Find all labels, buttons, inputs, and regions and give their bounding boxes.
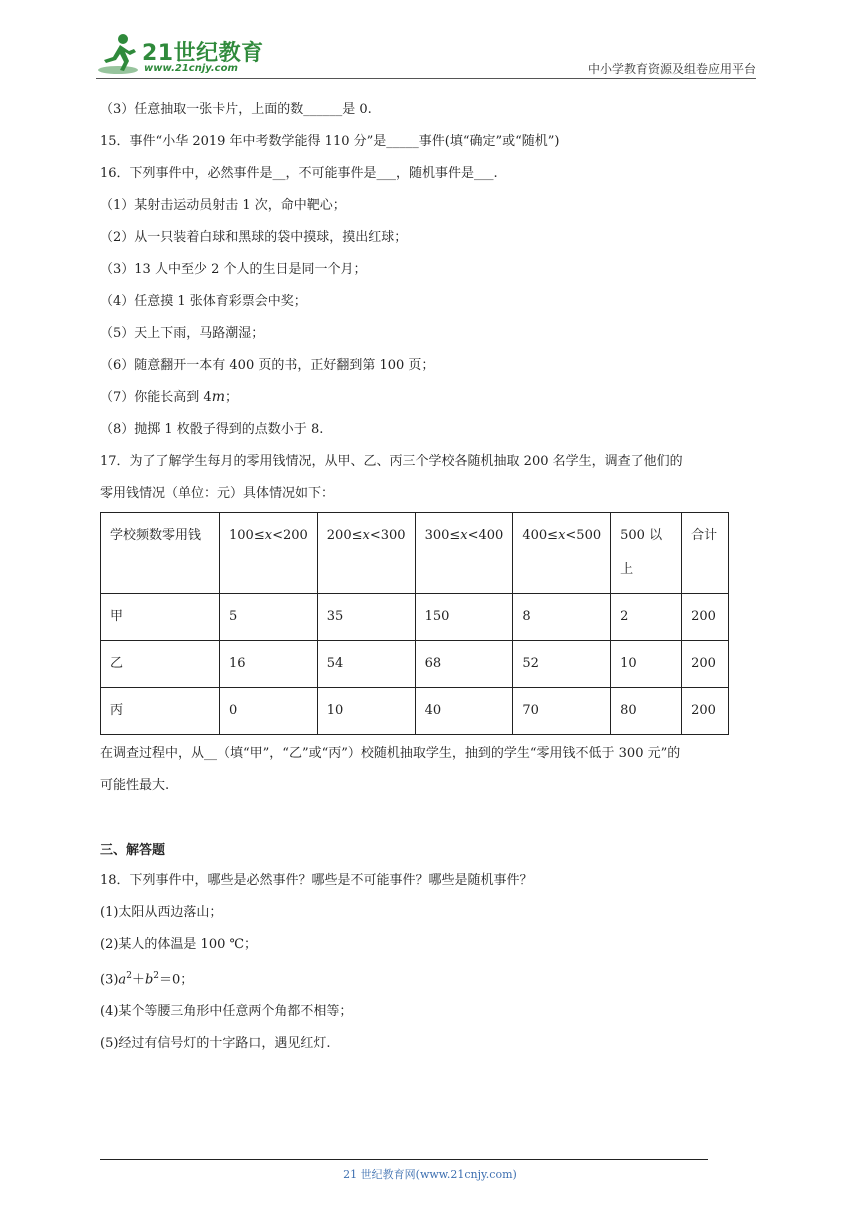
table-cell: 54 [317,641,415,688]
table-header-cell: 500 以上 [611,513,682,594]
table-cell: 丙 [101,688,220,735]
range-upper: <500 [565,528,602,543]
section-heading: 三、解答题 [100,843,166,858]
table-cell: 200 [682,688,729,735]
frequency-table [100,512,729,735]
var-a: a [118,972,127,988]
q16-item: （3）13 人中至少 2 个人的生日是同一个月； [100,262,367,277]
q17-after2: 可能性最大. [100,778,170,793]
logo-text: 21世纪教育 [142,41,264,66]
q18-item: (1)太阳从西边落山； [100,905,223,920]
q18-item3-prefix: (3) [100,972,119,988]
var-b: b [144,972,154,988]
table-header-cell [317,513,415,594]
q14-item3: （3）任意抽取一张卡片，上面的数______是 0. [100,102,372,117]
q16-item7-prefix: （7）你能长高到 4 [100,390,212,405]
q16-stem: 16．下列事件中，必然事件是__，不可能事件是___，随机事件是___. [100,166,498,181]
table-cell: 80 [611,688,682,735]
range-lower: 400≤ [522,528,559,543]
table-cell: 乙 [101,641,220,688]
table-header-cell [220,513,318,594]
exponent: 2 [153,971,159,981]
logo-url: www.21cnjy.com [144,63,238,74]
range-upper: <200 [272,528,308,543]
table-header-cell [415,513,513,594]
table-row [101,594,729,641]
q16-item: （5）天上下雨，马路潮湿； [100,326,265,341]
table-cell: 52 [513,641,611,688]
range-lower: 200≤ [326,528,363,543]
table-row [101,641,729,688]
header-divider [96,78,756,79]
table-cell: 10 [611,641,682,688]
table-cell: 2 [611,594,682,641]
plus-sign: ＋ [131,972,145,988]
q16-item7-suffix: ； [224,390,238,405]
footer-text: 21 世纪教育网(www.21cnjy.com) [343,1168,517,1181]
table-cell: 16 [220,641,318,688]
table-cell: 68 [415,641,513,688]
footer-divider [100,1159,708,1160]
range-var: x [264,528,273,543]
q16-item: （2）从一只装着白球和黑球的袋中摸球，摸出红球； [100,230,408,245]
q18-item: (2)某人的体温是 100 ℃； [100,937,258,952]
table-cell: 0 [220,688,318,735]
table-cell: 200 [682,641,729,688]
table-header-cell: 学校频数零用钱 [101,513,220,594]
table-cell: 甲 [101,594,220,641]
q17-line1: 17．为了了解学生每月的零用钱情况，从甲、乙、丙三个学校各随机抽取 200 名学生，调查了他们的 [100,454,683,469]
q17-line2: 零用钱情况（单位：元）具体情况如下： [100,486,335,501]
range-var: x [362,528,370,543]
table-cell: 150 [415,594,513,641]
table-cell: 70 [513,688,611,735]
table-cell: 35 [317,594,415,641]
table-header-cell: 合计 [682,513,729,594]
runner-logo-icon [96,32,140,76]
table-row [101,688,729,735]
q18-stem: 18．下列事件中，哪些是必然事件？哪些是不可能事件？哪些是随机事件？ [100,873,533,888]
range-var: x [460,528,468,543]
table-cell: 40 [415,688,513,735]
q18-item: (5)经过有信号灯的十字路口，遇见红灯. [100,1036,331,1052]
document-body [100,101,766,1052]
exponent: 2 [126,971,132,981]
table-cell: 5 [220,594,318,641]
page-header [96,30,756,82]
q18-item3-suffix: ＝0； [159,972,194,988]
q15: 15．事件“小华 2019 年中考数学能得 110 分”是_____事件(填“确定”或“随机”) [100,134,560,149]
range-upper: <400 [467,528,504,543]
q16-item: （6）随意翻开一本有 400 页的书，正好翻到第 100 页； [100,358,435,373]
q16-item: （4）任意摸 1 张体育彩票会中奖； [100,294,307,309]
table-cell: 8 [513,594,611,641]
table-cell: 10 [317,688,415,735]
q16-item8: （8）抛掷 1 枚骰子得到的点数小于 8. [100,422,324,437]
table-header-row [101,513,729,594]
range-lower: 300≤ [424,528,461,543]
range-var: x [558,528,566,543]
table-header-cell [513,513,611,594]
q16-item7-var: m [211,389,225,405]
table-cell: 200 [682,594,729,641]
range-lower: 100≤ [229,528,265,543]
q16-item7 [100,389,766,406]
q16-item: （1）某射击运动员射击 1 次，命中靶心； [100,198,346,213]
logo [96,30,316,80]
q18-item: (4)某个等腰三角形中任意两个角都不相等； [100,1004,353,1020]
q18-item3 [100,968,766,988]
platform-title: 中小学教育资源及组卷应用平台 [587,62,756,76]
range-upper: <300 [369,528,406,543]
q17-after1: 在调查过程中，从__（填“甲”，“乙”或“丙”）校随机抽取学生，抽到的学生“零用钱不低于 300 元”的 [100,746,681,761]
